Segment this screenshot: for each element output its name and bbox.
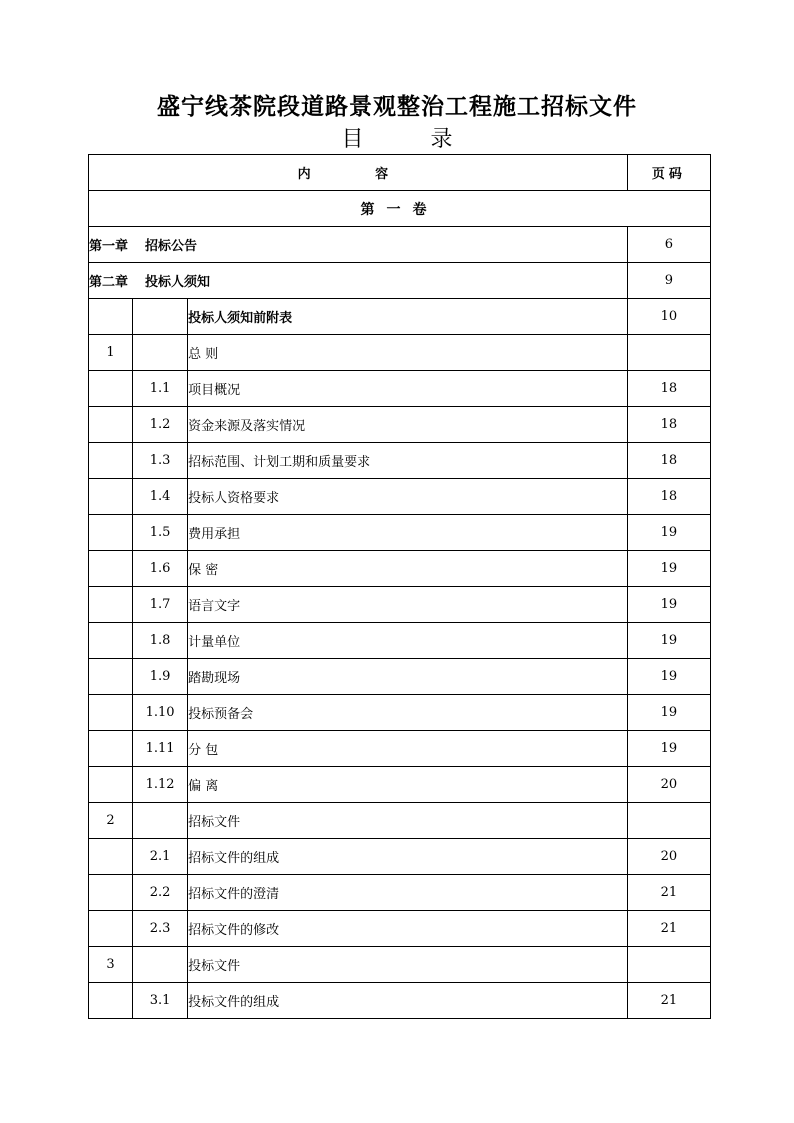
header-content-cell — [89, 155, 628, 191]
item-page: 19 — [627, 731, 710, 767]
chapter-title-cell — [89, 263, 628, 299]
item-title: 偏 离 — [188, 767, 628, 803]
section-sub-cell — [133, 335, 188, 371]
item-number: 1.2 — [133, 407, 188, 443]
chapter-page: 9 — [627, 263, 710, 299]
item-page: 19 — [627, 587, 710, 623]
item-title: 分 包 — [188, 731, 628, 767]
section-sub-cell — [133, 947, 188, 983]
item-blank-cell — [89, 371, 133, 407]
item-blank-cell — [89, 659, 133, 695]
section-number: 2 — [89, 803, 133, 839]
appendix-title: 投标人须知前附表 — [188, 299, 628, 335]
item-title: 保 密 — [188, 551, 628, 587]
section-title: 总 则 — [188, 335, 628, 371]
item-number: 1.11 — [133, 731, 188, 767]
item-number: 2.3 — [133, 911, 188, 947]
item-page: 21 — [627, 983, 710, 1019]
item-title: 计量单位 — [188, 623, 628, 659]
toc-section-row — [89, 335, 711, 371]
toc-item-row — [89, 767, 711, 803]
item-blank-cell — [89, 479, 133, 515]
section-sub-cell — [133, 803, 188, 839]
item-number: 1.6 — [133, 551, 188, 587]
item-page: 19 — [627, 695, 710, 731]
item-blank-cell — [89, 875, 133, 911]
toc-item-row — [89, 479, 711, 515]
item-title: 语言文字 — [188, 587, 628, 623]
toc-item-row — [89, 731, 711, 767]
item-page: 19 — [627, 623, 710, 659]
item-page: 18 — [627, 479, 710, 515]
item-title: 投标人资格要求 — [188, 479, 628, 515]
item-number: 1.3 — [133, 443, 188, 479]
item-title: 资金来源及落实情况 — [188, 407, 628, 443]
section-number: 1 — [89, 335, 133, 371]
toc-item-row — [89, 515, 711, 551]
toc-appendix-row — [89, 299, 711, 335]
item-blank-cell — [89, 515, 133, 551]
item-blank-cell — [89, 623, 133, 659]
item-number: 1.1 — [133, 371, 188, 407]
item-title: 招标文件的修改 — [188, 911, 628, 947]
toc-item-row — [89, 623, 711, 659]
item-number: 1.8 — [133, 623, 188, 659]
chapter-number: 第一章 — [89, 239, 129, 254]
toc-item-row — [89, 371, 711, 407]
appendix-num-cell — [89, 299, 133, 335]
toc-chapter-row — [89, 227, 711, 263]
toc-item-row — [89, 911, 711, 947]
chapter-number: 第二章 — [89, 275, 129, 290]
toc-section-row — [89, 803, 711, 839]
section-page-cell — [627, 947, 710, 983]
item-blank-cell — [89, 911, 133, 947]
item-blank-cell — [89, 587, 133, 623]
item-number: 1.12 — [133, 767, 188, 803]
toc-item-row — [89, 695, 711, 731]
toc-item-row — [89, 983, 711, 1019]
item-page: 19 — [627, 551, 710, 587]
chapter-title: 投标人须知 — [145, 275, 211, 290]
section-page-cell — [627, 803, 710, 839]
item-number: 3.1 — [133, 983, 188, 1019]
item-page: 20 — [627, 767, 710, 803]
toc-item-row — [89, 551, 711, 587]
item-page: 21 — [627, 911, 710, 947]
item-blank-cell — [89, 695, 133, 731]
item-page: 18 — [627, 371, 710, 407]
item-number: 1.7 — [133, 587, 188, 623]
document-title: 盛宁线茶院段道路景观整治工程施工招标文件 — [157, 94, 637, 120]
section-number: 3 — [89, 947, 133, 983]
appendix-page: 10 — [627, 299, 710, 335]
toc-heading: 目 录 — [341, 127, 483, 152]
toc-item-row — [89, 587, 711, 623]
item-number: 2.2 — [133, 875, 188, 911]
header-content-label: 内 容 — [297, 167, 419, 182]
toc-item-row — [89, 659, 711, 695]
item-page: 18 — [627, 407, 710, 443]
item-title: 招标文件的组成 — [188, 839, 628, 875]
header-page-label: 页码 — [627, 155, 710, 191]
section-title: 招标文件 — [188, 803, 628, 839]
item-blank-cell — [89, 731, 133, 767]
volume-label: 第一卷 — [89, 191, 711, 227]
item-blank-cell — [89, 983, 133, 1019]
item-title: 投标文件的组成 — [188, 983, 628, 1019]
chapter-title-cell — [89, 227, 628, 263]
item-title: 投标预备会 — [188, 695, 628, 731]
toc-header-row — [89, 155, 711, 191]
item-title: 招标文件的澄清 — [188, 875, 628, 911]
item-blank-cell — [89, 767, 133, 803]
toc-table — [88, 154, 711, 1019]
item-number: 2.1 — [133, 839, 188, 875]
item-number: 1.9 — [133, 659, 188, 695]
item-number: 1.4 — [133, 479, 188, 515]
item-title: 招标范围、计划工期和质量要求 — [188, 443, 628, 479]
item-number: 1.10 — [133, 695, 188, 731]
appendix-sub-cell — [133, 299, 188, 335]
item-blank-cell — [89, 443, 133, 479]
toc-item-row — [89, 875, 711, 911]
toc-section-row — [89, 947, 711, 983]
chapter-title: 招标公告 — [145, 239, 198, 254]
toc-item-row — [89, 839, 711, 875]
toc-chapter-row — [89, 263, 711, 299]
section-page-cell — [627, 335, 710, 371]
toc-volume-row — [89, 191, 711, 227]
item-blank-cell — [89, 407, 133, 443]
item-number: 1.5 — [133, 515, 188, 551]
item-title: 踏勘现场 — [188, 659, 628, 695]
item-title: 项目概况 — [188, 371, 628, 407]
toc-item-row — [89, 407, 711, 443]
toc-item-row — [89, 443, 711, 479]
item-page: 19 — [627, 659, 710, 695]
item-page: 19 — [627, 515, 710, 551]
item-blank-cell — [89, 839, 133, 875]
item-page: 21 — [627, 875, 710, 911]
item-page: 18 — [627, 443, 710, 479]
section-title: 投标文件 — [188, 947, 628, 983]
item-blank-cell — [89, 551, 133, 587]
chapter-page: 6 — [627, 227, 710, 263]
item-page: 20 — [627, 839, 710, 875]
item-title: 费用承担 — [188, 515, 628, 551]
